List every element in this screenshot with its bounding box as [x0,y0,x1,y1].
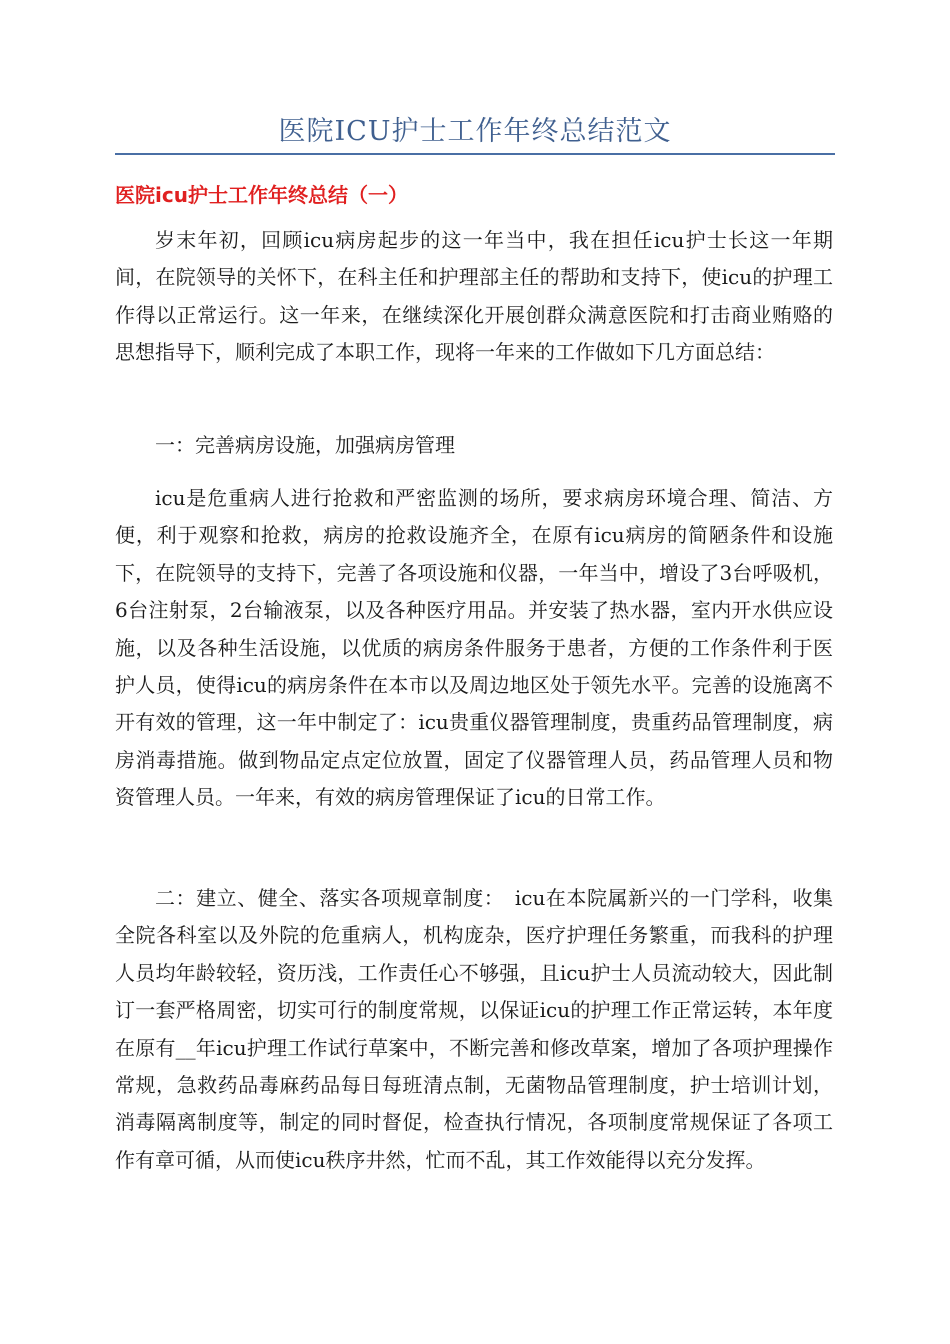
paragraph-regulations: 二：建立、健全、落实各项规章制度： icu在本院属新兴的一门学科，收集全院各科室以及外院的危重病人，机构庞杂，医疗护理任务繁重，而我科的护理人员均年龄较轻，资历浅，工作责任心不够强，且icu护士人员流动较大，因此制订一套严格周密，切实可行的制度常规，以保证icu的护理工作正常运转，本年度在原有__年icu护理工作试行草案中，不断完善和修改草案，增加了各项护理操作常规，急救药品毒麻药品每日每班清点制，无菌物品管理制度，护士培训计划，消毒隔离制度等，制定的同时督促，检查执行情况，各项制度常规保证了各项工作有章可循，从而使icu秩序井然，忙而不乱，其工作效能得以充分发挥。 [115,886,833,1172]
section-heading: 医院icu护士工作年终总结（一） [115,183,408,207]
paragraph-facilities: icu是危重病人进行抢救和严密监测的场所，要求病房环境合理、简洁、方便，利于观察和抢救，病房的抢救设施齐全，在原有icu病房的简陋条件和设施下，在院领导的支持下，完善了各项设施和仪器，一年当中，增设了3台呼吸机，6台注射泵，2台输液泵，以及各种医疗用品。并安装了热水器，室内开水供应设施，以及各种生活设施，以优质的病房条件服务于患者，方便的工作条件利于医护人员，使得icu的病房条件在本市以及周边地区处于领先水平。完善的设施离不开有效的管理，这一年中制定了：icu贵重仪器管理制度，贵重药品管理制度，病房消毒措施。做到物品定点定位放置，固定了仪器管理人员，药品管理人员和物资管理人员。一年来，有效的病房管理保证了icu的日常工作。 [115,486,833,810]
page-title: 医院ICU护士工作年终总结范文 [278,116,672,147]
paragraph-intro: 岁末年初，回顾icu病房起步的这一年当中，我在担任icu护士长这一年期间，在院领导的关怀下，在科主任和护理部主任的帮助和支持下，使icu的护理工作得以正常运行。这一年来，在继续深化开展创群众满意医院和打击商业贿赂的思想指导下，顺利完成了本职工作，现将一年来的工作做如下几方面总结： [115,228,833,365]
title-divider [115,153,835,155]
subheading-facilities: 一：完善病房设施，加强病房管理 [155,433,455,457]
